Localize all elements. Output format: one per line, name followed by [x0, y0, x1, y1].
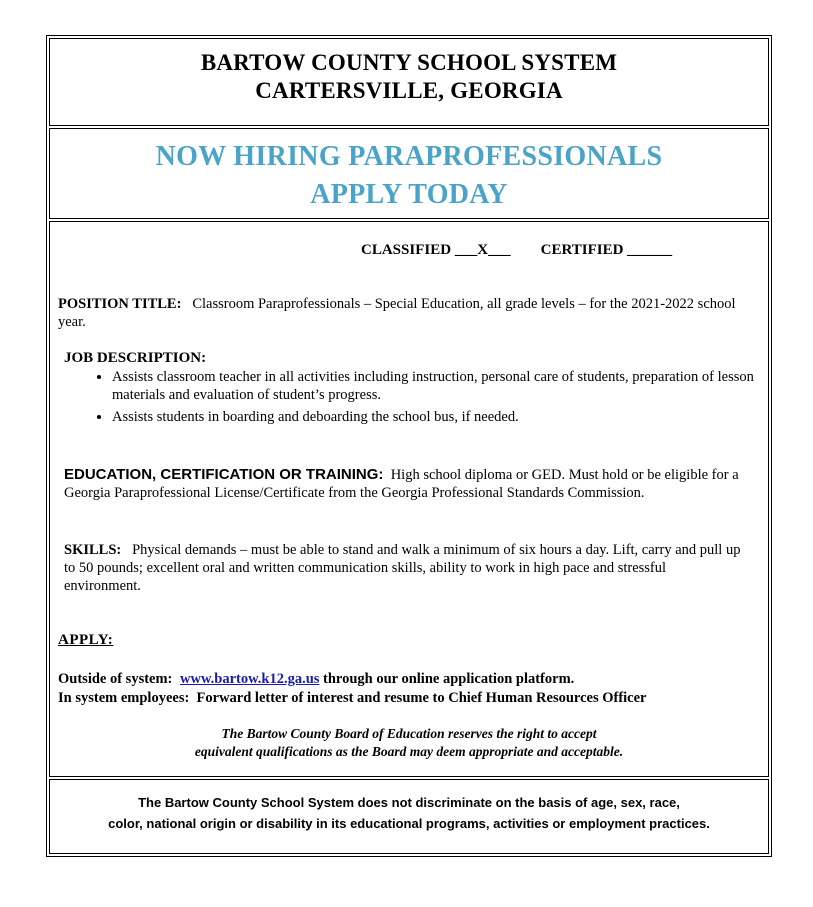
application-link[interactable]: www.bartow.k12.ga.us	[180, 671, 320, 687]
banner-box	[49, 128, 769, 219]
classification-line: CLASSIFIED ___X___ CERTIFIED ______	[361, 242, 673, 258]
list-item: • Assists classroom teacher in all activities including instruction, personal care of students, preparation of lesson materials and evaluation of student’s progress.	[112, 368, 758, 404]
skills-text: Physical demands – must be able to stand and walk a minimum of six hours a day. Lift, carry and pull up to 50 pounds; excellent oral and written communication skills, ability to work in high pace and stressful environment.	[64, 542, 741, 594]
footer-box	[49, 779, 769, 854]
in-system-line	[58, 689, 647, 708]
header-line-2: CARTERSVILLE, GEORGIA	[255, 78, 563, 103]
outside-system-label: Outside of system:	[58, 671, 173, 687]
in-system-text: Forward letter of interest and resume to Chief Human Resources Officer	[196, 690, 647, 706]
education-label: EDUCATION, CERTIFICATION OR TRAINING:	[64, 466, 384, 483]
header-box	[49, 38, 769, 126]
school-system-header	[50, 39, 768, 105]
header-line-1: BARTOW COUNTY SCHOOL SYSTEM	[200, 50, 618, 75]
position-title	[58, 295, 758, 331]
position-title-text: Classroom Paraprofessionals – Special Education, all grade levels – for the 2021-2022 school year.	[58, 296, 736, 330]
banner-line-2: APPLY TODAY	[310, 179, 508, 210]
reservation-line-2: equivalent qualifications as the Board may deem appropriate and acceptable.	[194, 744, 624, 759]
in-system-label: In system employees:	[58, 690, 190, 706]
nondiscrimination-statement	[50, 780, 768, 834]
job-details-box	[49, 221, 769, 777]
education-requirements	[64, 466, 744, 502]
outside-system-text: through our online application platform.	[323, 671, 575, 687]
job-description-heading: JOB DESCRIPTION:	[64, 350, 207, 366]
skills-section	[64, 541, 744, 595]
footer-line-2: color, national origin or disability in its educational programs, activities or employment practices.	[108, 816, 710, 831]
skills-label: SKILLS:	[64, 542, 122, 558]
hiring-banner	[50, 129, 768, 214]
apply-heading: APPLY:	[58, 632, 114, 648]
list-item: • Assists students in boarding and deboarding the school bus, if needed.	[112, 408, 758, 426]
outside-system-line	[58, 670, 574, 689]
banner-line-1: NOW HIRING PARAPROFESSIONALS	[155, 141, 663, 172]
education-text: High school diploma or GED. Must hold or be eligible for a Georgia Paraprofessional License/Certificate from the Georgia Professional Standards Commission.	[64, 467, 739, 501]
document-frame	[46, 35, 772, 857]
reservation-note	[50, 725, 768, 761]
job-description-list	[64, 368, 758, 430]
position-title-label: POSITION TITLE:	[58, 296, 182, 312]
reservation-line-1: The Bartow County Board of Education reserves the right to accept	[221, 726, 597, 741]
footer-line-1: The Bartow County School System does not discriminate on the basis of age, sex, race,	[138, 795, 680, 810]
